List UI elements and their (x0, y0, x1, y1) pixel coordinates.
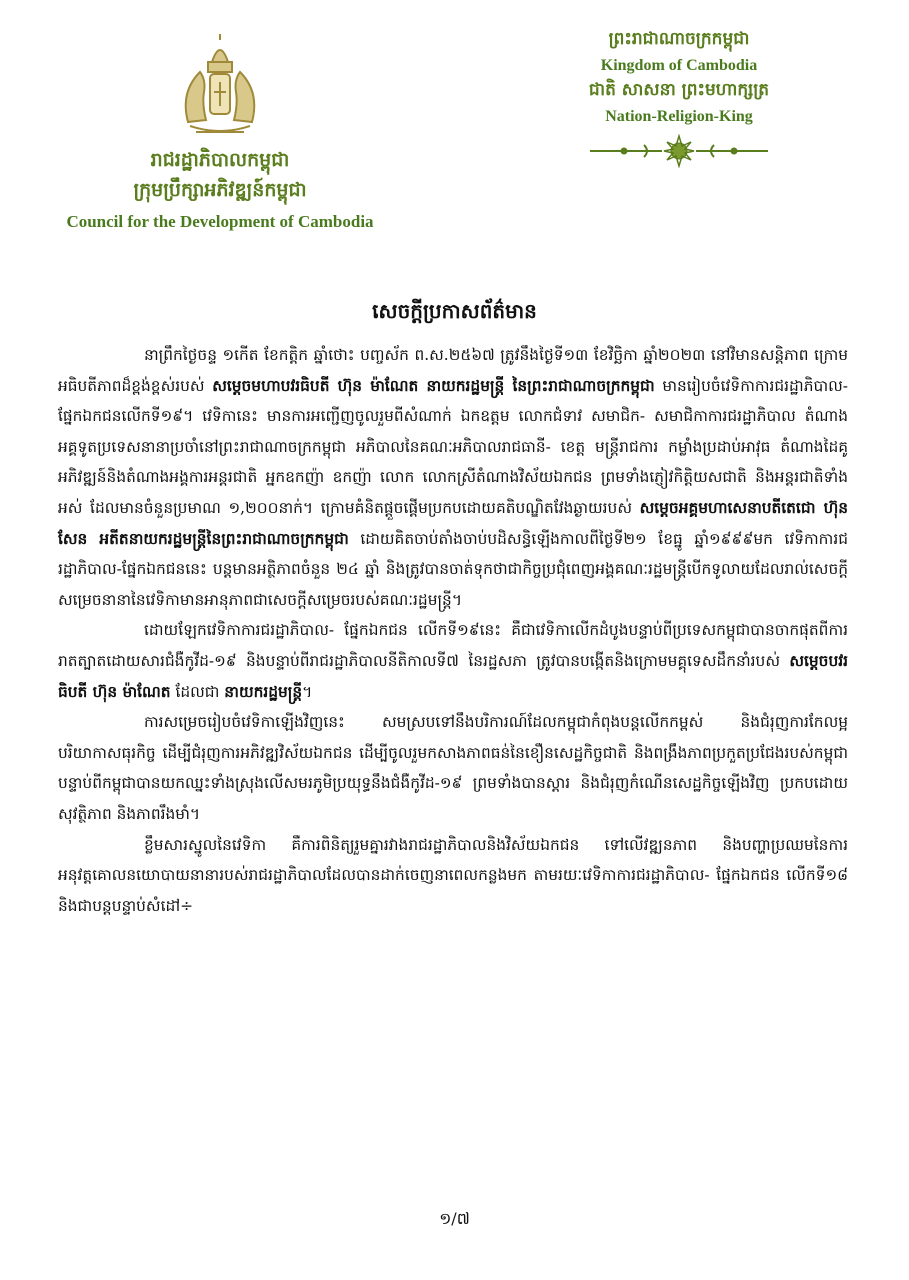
government-name: រាជរដ្ឋាភិបាលកម្ពុជា (150, 149, 290, 171)
page-number: ១/៧ (439, 1209, 470, 1228)
paragraph-1: នាព្រឹកថ្ងៃចន្ទ ១កើត ខែកត្តិក ឆ្នាំថោះ បញ្ចស័ក ព.ស.២៥៦៧ ត្រូវនឹងថ្ងៃទី១៣ ខែវិច្ឆិកា ឆ្នាំ២០២៣ នៅវិមានសន្តិភាព ក្រោមអធិបតីភាពដ៏ខ្ពង់ខ្ពស់របស់ សម្តេចមហាបវរធិបតី ហ៊ុន ម៉ាណែត នាយករដ្ឋមន្ត្រី នៃព្រះរាជាណាចក្រកម្ពុជា មានរៀបចំវេទិកាការជរដ្ឋាភិបាល-ផ្នែកឯកជនលើកទី១៩។ វេទិកានេះ មានការអញ្ជើញចូលរួមពីសំណាក់ ឯកឧត្តម លោកជំទាវ សមាជិក- សមាជិកាការជរដ្ឋាភិបាល តំណាងអគ្គទូតប្រទេសនានាប្រចាំនៅព្រះរាជាណាចក្រកម្ពុជា អភិបាលនៃគណៈអភិបាលរាជធានី- ខេត្ត មន្ត្រីរាជការ កម្លាំងប្រដាប់អាវុធ តំណាងដៃគូអភិវឌ្ឍន៍និងតំណាងអង្គការអន្តរជាតិ អ្នកឧកញ៉ា ឧកញ៉ា លោក លោកស្រីតំណាងវិស័យឯកជន ព្រមទាំងភ្ញៀវកិត្តិយសជាតិ និងអន្តរជាតិទាំងអស់ ដែលមានចំនួនប្រមាណ ១,២០០នាក់។ ក្រោមគំនិតផ្តួចផ្តើមប្រកបដោយគតិបណ្ឌិតវែងឆ្ងាយរបស់ សម្តេចអគ្គមហាសេនាបតីតេជោ ហ៊ុន សែន អតីតនាយករដ្ឋមន្ត្រីនៃព្រះរាជាណាចក្រកម្ពុជា ដោយគិតចាប់តាំងចាប់បដិសន្ធិឡើងកាលពីថ្ងៃទី២១ ខែធ្នូ ឆ្នាំ១៩៩៩មក វេទិកាការជរដ្ឋាភិបាល-ផ្នែកឯកជននេះ បន្តមានអត្ថិភាពចំនួន ២៤ ឆ្នាំ និងត្រូវបានចាត់ទុកថាជាកិច្ចប្រជុំពេញអង្គគណៈរដ្ឋមន្ត្រីបើកទូលាយដែលរាល់សេចក្តីសម្រេចនានានៃវេទិកាមានអានុភាពជាសេចក្តីសម្រេចរបស់គណៈរដ្ឋមន្ត្រី។ (58, 346, 848, 609)
council-name-khmer: ក្រុមប្រឹក្សាអភិវឌ្ឍន៍កម្ពុជា (133, 179, 307, 201)
paragraph-3: ការសម្រេចរៀបចំវេទិកាឡើងវិញនេះ សមស្របទៅនឹងបរិការណ៍ដែលកម្ពុជាកំពុងបន្តលើកកម្ពស់ និងជំរុញការកែលម្អបរិយាកាសធុរកិច្ច ដើម្បីជំរុញការអភិវឌ្ឍវិស័យឯកជន ដើម្បីចូលរួមកសាងភាពធន់នៃខឿនសេដ្ឋកិច្ចជាតិ និងពង្រឹងភាពប្រកួតប្រជែងរបស់កម្ពុជា បន្ទាប់ពីកម្ពុជាបានយកឈ្នះទាំងស្រុងលើសមរភូមិប្រយុទ្ធនឹងជំងឺកូវីដ-១៩ ព្រមទាំងបានស្តារ និងជំរុញកំណើនសេដ្ឋកិច្ចឡើងវិញ ប្រកបដោយសុវត្ថិភាព និងភាពរឹងមាំ។ (58, 713, 848, 823)
bold-name: នាយករដ្ឋមន្ត្រី (224, 682, 303, 701)
bold-name: សម្តេចមហាបវរធិបតី ហ៊ុន ម៉ាណែត នាយករដ្ឋមន្ត្រី នៃព្រះរាជាណាចក្រកម្ពុជា (212, 376, 655, 395)
royal-coat-of-arms-icon (160, 32, 280, 142)
bold-name: សម្តេចអគ្គមហាសេនាបតីតេជោ ហ៊ុន សែន អតីតនាយករដ្ឋមន្ត្រីនៃព្រះរាជាណាចក្រកម្ពុជា (58, 498, 848, 548)
bold-name: សម្តេចបវរធិបតី ហ៊ុន ម៉ាណែត (58, 651, 848, 701)
council-letterhead (40, 32, 400, 232)
kingdom-motto-block (549, 28, 809, 168)
paragraph-2: ដោយឡែកវេទិកាការជរដ្ឋាភិបាល- ផ្នែកឯកជន លើកទី១៩នេះ គឺជាវេទិកាលើកដំបូងបន្ទាប់ពីប្រទេសកម្ពុជាបានចាកផុតពីការរាតត្បាតដោយសារជំងឺកូវីដ-១៩ និងបន្ទាប់ពីរាជរដ្ឋាភិបាលនីតិកាលទី៧ នៃរដ្ឋសភា ត្រូវបានបង្កើតនិងក្រោមមគ្គុទេសដឹកនាំរបស់ សម្តេចបវរធិបតី ហ៊ុន ម៉ាណែត ដែលជា នាយករដ្ឋមន្ត្រី។ (58, 621, 848, 701)
paragraph-4: ខ្លឹមសារស្នូលនៃវេទិកា គឺការពិនិត្យរួមគ្នារវាងរាជរដ្ឋាភិបាលនិងវិស័យឯកជន ទៅលើវឌ្ឍនភាព និងបញ្ហាប្រឈមនៃការអនុវត្តគោលនយោបាយនានារបស់រាជរដ្ឋាភិបាលដែលបានដាក់ចេញនាពេលកន្លងមក តាមរយៈវេទិកាការជរដ្ឋាភិបាល- ផ្នែកឯកជន លើកទី១៨ និងជាបន្តបន្ទាប់សំដៅ÷ (58, 835, 848, 915)
document-title: សេចក្តីប្រកាសព័ត៌មាន (372, 299, 537, 323)
council-name-english: Council for the Development of Cambodia (66, 212, 374, 231)
motto-english: Nation-Religion-King (605, 108, 753, 125)
motto-khmer: ជាតិ សាសនា ព្រះមហាក្សត្រ (588, 80, 770, 100)
press-release-body (58, 340, 848, 921)
kingdom-name-english: Kingdom of Cambodia (600, 57, 758, 74)
kingdom-name-khmer: ព្រះរាជាណាចក្រកម្ពុជា (608, 29, 750, 49)
khmer-ornament-divider-icon (584, 134, 774, 168)
